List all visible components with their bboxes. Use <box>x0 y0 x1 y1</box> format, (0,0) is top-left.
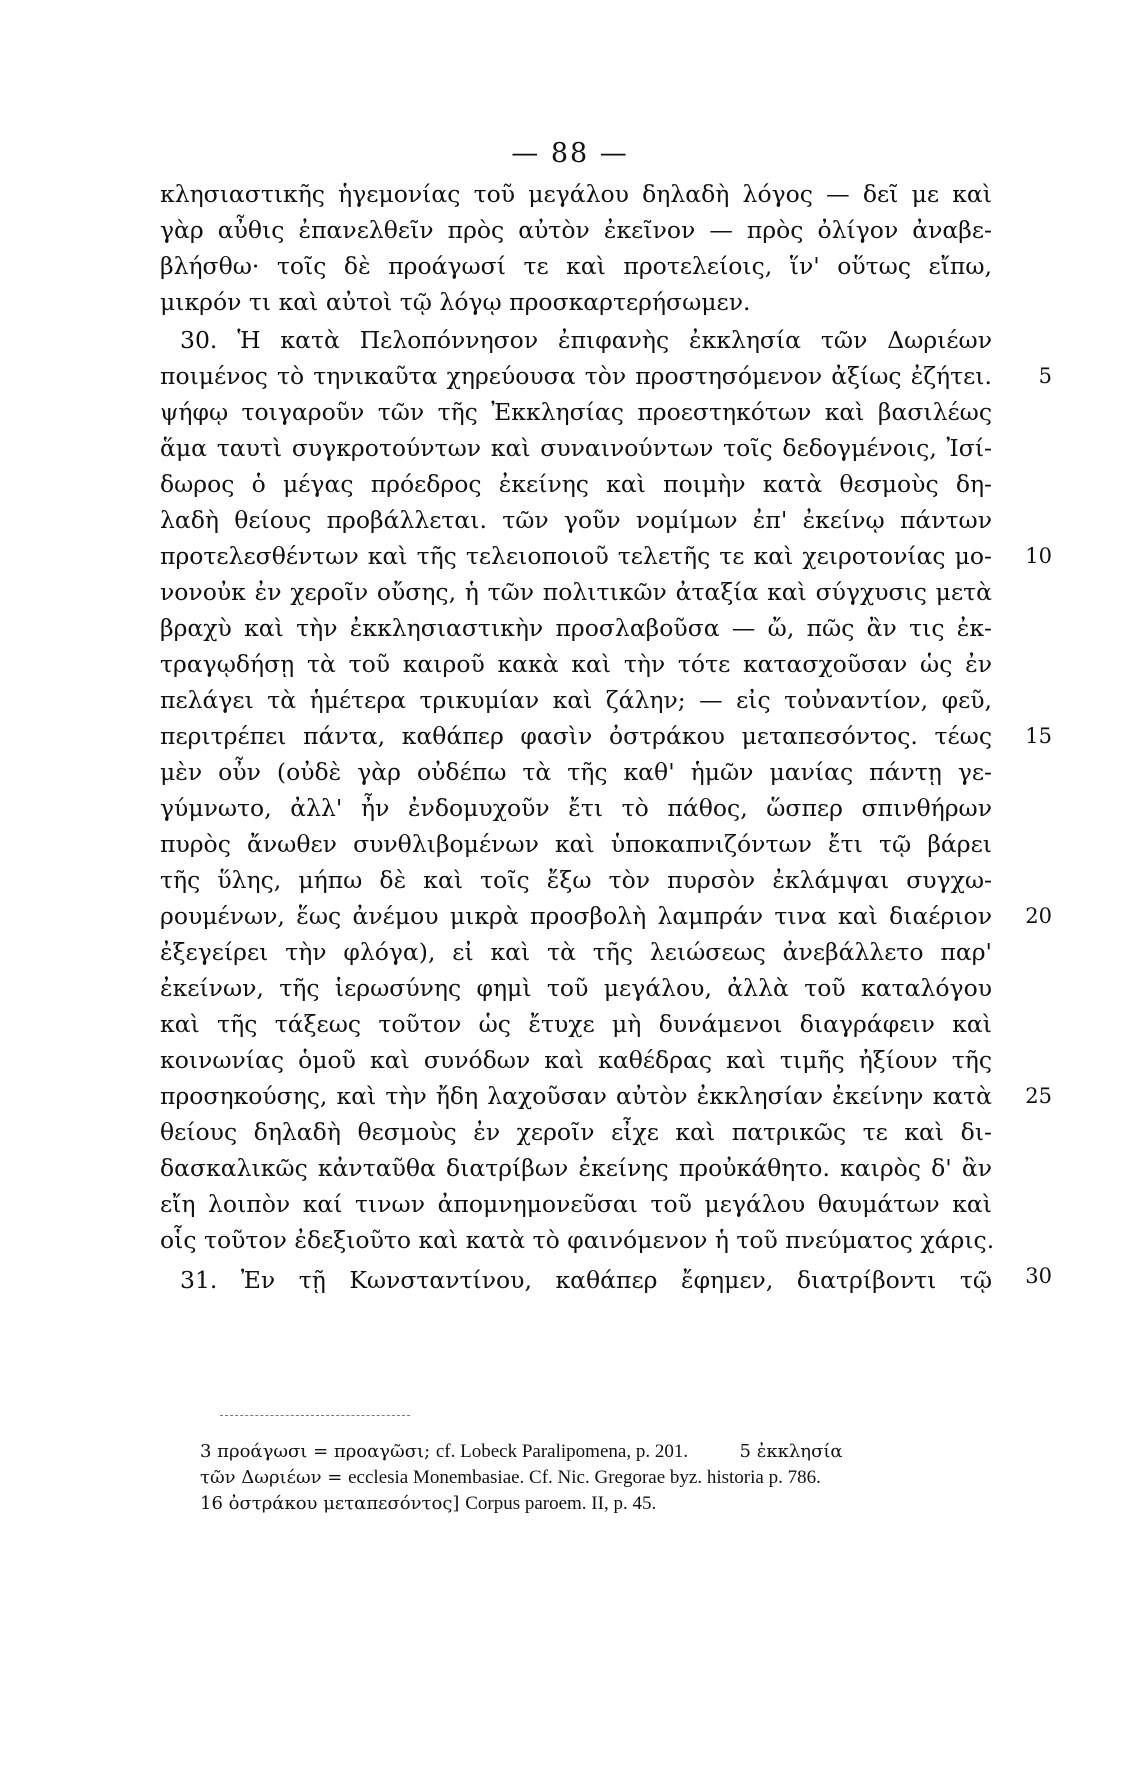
footnote-line <box>200 1466 990 1490</box>
text-line: ἐκείνων, τῆς ἱερωσύνης φημὶ τοῦ μεγάλου, ἀλλὰ τοῦ καταλόγου <box>160 974 992 1002</box>
footnote-greek: 5 ἐκκλησία <box>739 1441 843 1462</box>
text-line: εἴη λοιπὸν καί τινων ἀπομνημονεῦσαι τοῦ μεγάλου θαυμάτων καὶ <box>160 1190 992 1218</box>
text-line: 30. Ἡ κατὰ Πελοπόννησον ἐπιφανὴς ἐκκλησία τῶν Δωριέων <box>180 326 992 354</box>
text-line: καὶ τῆς τάξεως τοῦτον ὡς ἔτυχε μὴ δυνάμενοι διαγράφειν καὶ <box>160 1010 992 1038</box>
text-line: λαδὴ θείους προβάλλεται. τῶν γοῦν νομίμων ἐπ' ἐκείνῳ πάντων <box>160 506 992 534</box>
line-number: 5 <box>1038 364 1052 388</box>
text-line: πυρὸς ἄνωθεν συνθλιβομένων καὶ ὑποκαπνιζόντων ἔτι τῷ βάρει <box>160 830 992 858</box>
text-line: θείους δηλαδὴ θεσμοὺς ἐν χεροῖν εἶχε καὶ πατρικῶς τε καὶ δι- <box>160 1118 992 1146</box>
line-number: 15 <box>1025 724 1052 748</box>
footnote-latin: Corpus paroem. II, p. 45. <box>465 1493 657 1514</box>
line-number: 10 <box>1025 544 1052 568</box>
footnote-greek: τῶν Δωριέων = <box>200 1467 343 1488</box>
text-line: τραγῳδήσῃ τὰ τοῦ καιροῦ κακὰ καὶ τὴν τότε κατασχοῦσαν ὡς ἐν <box>160 650 992 678</box>
text-line: περιτρέπει πάντα, καθάπερ φασὶν ὀστράκου μεταπεσόντος. τέως <box>160 722 992 750</box>
text-line: μὲν οὖν (οὐδὲ γὰρ οὐδέπω τὰ τῆς καθ' ἡμῶν μανίας πάντῃ γε- <box>160 758 992 786</box>
text-line: δωρος ὁ μέγας πρόεδρος ἐκείνης καὶ ποιμὴν κατὰ θεσμοὺς δη- <box>160 470 992 498</box>
text-line: προτελεσθέντων καὶ τῆς τελειοποιοῦ τελετῆς τε καὶ χειροτονίας μο- <box>160 542 992 570</box>
text-line: πελάγει τὰ ἡμέτερα τρικυμίαν καὶ ζάλην; — εἰς τοὐναντίον, φεῦ, <box>160 686 992 714</box>
line-number: 30 <box>1025 1264 1052 1288</box>
text-line: προσηκούσης, καὶ τὴν ἤδη λαχοῦσαν αὐτὸν ἐκκλησίαν ἐκείνην κατὰ <box>160 1082 992 1110</box>
text-line: κοινωνίας ὁμοῦ καὶ συνόδων καὶ καθέδρας καὶ τιμῆς ἠξίουν τῆς <box>160 1046 992 1074</box>
footnote-line <box>200 1440 990 1464</box>
text-line: ἐξεγείρει τὴν φλόγα), εἰ καὶ τὰ τῆς λειώσεως ἀνεβάλλετο παρ' <box>160 938 992 966</box>
text-line: ψήφῳ τοιγαροῦν τῶν τῆς Ἐκκλησίας προεστηκότων καὶ βασιλέως <box>160 398 992 426</box>
text-line: νονοὐκ ἐν χεροῖν οὔσης, ἡ τῶν πολιτικῶν ἀταξία καὶ σύγχυσις μετὰ <box>160 578 992 606</box>
text-line: οἷς τοῦτον ἐδεξιοῦτο καὶ κατὰ τὸ φαινόμενον ἡ τοῦ πνεύματος χάρις. <box>160 1226 995 1254</box>
text-line: κλησιαστικῆς ἡγεμονίας τοῦ μεγάλου δηλαδὴ λόγος — δεῖ με καὶ <box>160 180 992 208</box>
line-number: 20 <box>1025 904 1052 928</box>
text-line: 31. Ἐν τῇ Κωνσταντίνου, καθάπερ ἔφημεν, διατρίβοντι τῷ <box>180 1266 992 1294</box>
footnote-separator <box>220 1415 410 1416</box>
text-line: μικρόν τι καὶ αὐτοὶ τῷ λόγῳ προσκαρτερήσωμεν. <box>160 288 751 316</box>
text-line: γὰρ αὖθις ἐπανελθεῖν πρὸς αὐτὸν ἐκεῖνον — πρὸς ὀλίγον ἀναβε- <box>160 216 992 244</box>
text-line: βραχὺ καὶ τὴν ἐκκλησιαστικὴν προσλαβοῦσα — ὤ, πῶς ἂν τις ἐκ- <box>160 614 992 642</box>
text-line: δασκαλικῶς κἀνταῦθα διατρίβων ἐκείνης προὐκάθητο. καιρὸς δ' ἂν <box>160 1154 992 1182</box>
text-line: τῆς ὕλης, μήπω δὲ καὶ τοῖς ἔξω τὸν πυρσὸν ἐκλάμψαι συγχω- <box>160 866 992 894</box>
text-line: ποιμένος τὸ τηνικαῦτα χηρεύουσα τὸν προστησόμενον ἀξίως ἐζήτει. <box>160 362 992 390</box>
line-number: 25 <box>1025 1084 1052 1108</box>
text-line: βλήσθω· τοῖς δὲ προάγωσί τε καὶ προτελείοις, ἵν' οὕτως εἴπω, <box>160 252 992 280</box>
text-line: ἅμα ταυτὶ συγκροτούντων καὶ συναινούντων τοῖς δεδογμένοις, Ἰσί- <box>160 434 992 462</box>
text-line: ρουμένων, ἕως ἀνέμου μικρὰ προσβολὴ λαμπράν τινα καὶ διαέριον <box>160 902 992 930</box>
footnote-greek: 16 ὀστράκου μεταπεσόντος] <box>200 1493 460 1514</box>
footnote-line <box>200 1492 990 1516</box>
footnote-latin: ecclesia Monembasiae. Cf. Nic. Gregorae byz. historia p. 786. <box>348 1467 821 1488</box>
footnote-latin: cf. Lobeck Paralipomena, p. 201. <box>435 1441 689 1462</box>
page-number: — 88 — <box>511 138 629 169</box>
text-line: γύμνωτο, ἀλλ' ἦν ἐνδομυχοῦν ἔτι τὸ πάθος, ὥσπερ σπινθήρων <box>160 794 992 822</box>
footnote-greek: 3 προάγωσι = προαγῶσι; <box>200 1441 431 1462</box>
